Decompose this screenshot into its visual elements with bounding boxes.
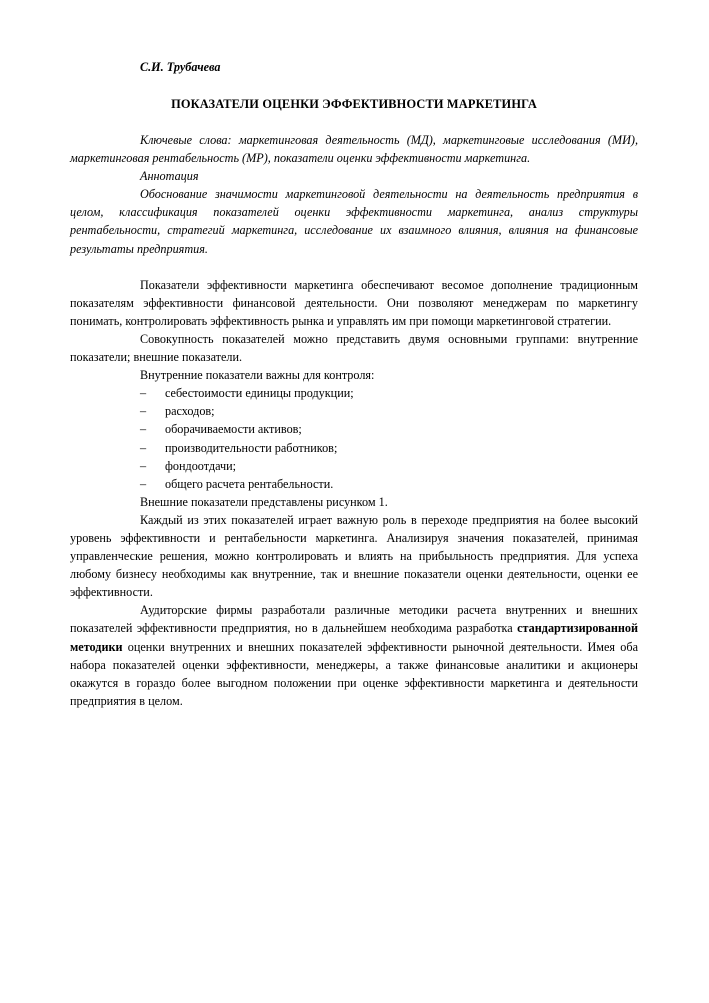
dash-marker: – [140,386,147,401]
body-paragraph-3: Внутренние показатели важны для контроля: [140,368,375,383]
body-paragraph-4: Внешние показатели представлены рисунком 1. [140,494,388,509]
list-item [70,439,638,457]
list-item [70,420,638,438]
dash-marker: – [140,476,147,491]
list-item-label: фондоотдачи; [165,458,237,473]
body-paragraph-6-part1: Аудиторские фирмы разработали различные методики расчета внутренних и внешних показателей эффективности предприятия, но в дальнейшем необходима разработка [70,603,638,636]
list-item-label: общего расчета рентабельности. [165,476,334,491]
body-paragraph-6 [70,601,638,710]
dash-marker: – [140,422,147,437]
dash-marker: – [140,440,147,455]
dash-marker: – [140,404,147,419]
body-paragraph-1: Показатели эффективности маркетинга обеспечивают весомое дополнение традиционным показателям эффективности финансовой деятельности. Они позволяют менеджерам по маркетингу понимать, контролировать эффективность рынка и управлять им при помощи маркетинговой стратегии. [70,277,638,328]
list-item-label: расходов; [165,404,215,419]
list-item [70,384,638,402]
internal-indicators-list [70,384,638,493]
list-item-label: производительности работников; [165,440,338,455]
list-item [70,457,638,475]
list-item [70,475,638,493]
body-paragraph-6-emphasis: стандартизированной методики [70,621,638,654]
document-content [70,58,638,710]
body-paragraph-5: Каждый из этих показателей играет важную роль в переходе предприятия на более высокий уровень эффективности и рентабельности маркетинга. Анализируя значения показателей, принимая управленческие решения, можно контролировать и влиять на прибыльность предприятия. Для успеха любому бизнесу необходимы как внутренние, так и внешние показатели оценки деятельности, оценки ее эффективности. [70,512,638,600]
list-item [70,402,638,420]
body-paragraph-6-part2: оценки внутренних и внешних показателей эффективности рыночной деятельности. Имея оба набора показателей оценки эффективности, менеджеры, а также финансовые аналитики и акционеры окажутся в гораздо более выгодном положении при оценке эффективности маркетинга и деятельности предприятия в целом. [70,639,638,708]
annotation-heading: Аннотация [140,169,199,184]
annotation-paragraph: Обоснование значимости маркетинговой деятельности на деятельность предприятия в целом, классификация показателей оценки эффективности маркетинга, анализ структуры рентабельности, стратегий маркетинга, исследование их взаимного влияния, влияния на финансовые результаты предприятия. [70,187,638,256]
dash-marker: – [140,458,147,473]
list-item-label: оборачиваемости активов; [165,422,302,437]
body-paragraph-2: Совокупность показателей можно представить двумя основными группами: внутренние показатели; внешние показатели. [70,331,638,365]
author-line: С.И. Трубачева [140,60,221,74]
page-title: ПОКАЗАТЕЛИ ОЦЕНКИ ЭФФЕКТИВНОСТИ МАРКЕТИНГА [171,97,537,111]
list-item-label: себестоимости единицы продукции; [165,386,354,401]
keywords-paragraph: Ключевые слова: маркетинговая деятельность (МД), маркетинговые исследования (МИ), маркетинговая рентабельность (МР), показатели оценки эффективности маркетинга. [70,133,638,166]
